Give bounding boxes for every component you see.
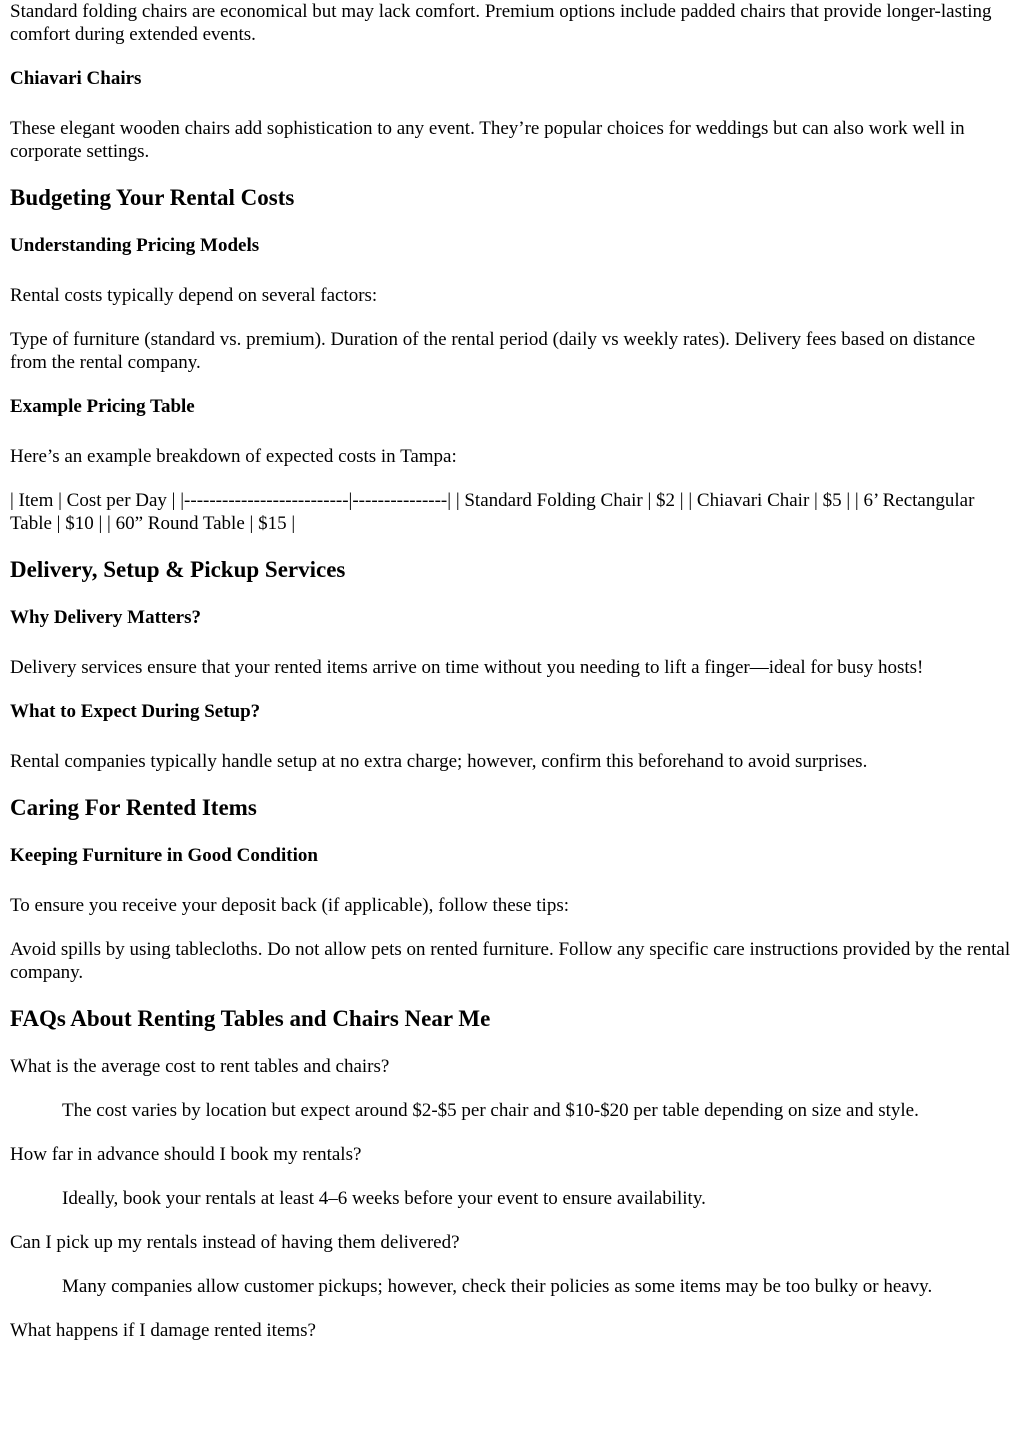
pricing-factors: Type of furniture (standard vs. premium). Duration of the rental period (daily vs weekly rates). Delivery fees based on distance from the rental company. bbox=[10, 329, 976, 373]
chiavari-paragraph: These elegant wooden chairs add sophistication to any event. They’re popular choices for weddings but can also work well in corporate settings. bbox=[10, 118, 965, 162]
condition-intro: To ensure you receive your deposit back (if applicable), follow these tips: bbox=[10, 895, 569, 916]
pricing-models-heading: Understanding Pricing Models bbox=[10, 235, 260, 256]
setup-heading: What to Expect During Setup? bbox=[10, 701, 261, 722]
intro-paragraph: Standard folding chairs are economical but may lack comfort. Premium options include padded chairs that provide longer-lasting comfort during extended events. bbox=[10, 1, 992, 45]
chiavari-heading: Chiavari Chairs bbox=[10, 68, 142, 89]
faqs-heading: FAQs About Renting Tables and Chairs Near Me bbox=[10, 1006, 491, 1031]
pricing-table-heading: Example Pricing Table bbox=[10, 396, 195, 417]
faq-answer: Many companies allow customer pickups; however, check their policies as some items may be too bulky or heavy. bbox=[62, 1276, 933, 1297]
faq-question: Can I pick up my rentals instead of having them delivered? bbox=[10, 1232, 460, 1253]
condition-heading: Keeping Furniture in Good Condition bbox=[10, 845, 318, 866]
budgeting-heading: Budgeting Your Rental Costs bbox=[10, 185, 295, 210]
why-delivery-heading: Why Delivery Matters? bbox=[10, 607, 201, 628]
faq-question: What happens if I damage rented items? bbox=[10, 1320, 316, 1341]
delivery-heading: Delivery, Setup & Pickup Services bbox=[10, 557, 346, 582]
caring-heading: Caring For Rented Items bbox=[10, 795, 257, 820]
faq-list bbox=[10, 1055, 1014, 1342]
why-delivery-paragraph: Delivery services ensure that your rented items arrive on time without you needing to lift a finger—ideal for busy hosts! bbox=[10, 657, 924, 678]
faq-question: How far in advance should I book my rentals? bbox=[10, 1144, 362, 1165]
faq-question: What is the average cost to rent tables and chairs? bbox=[10, 1056, 390, 1077]
pricing-table-raw: | Item | Cost per Day | |--------------------------|---------------| | Standard Folding Chair | $2 | | Chiavari Chair | $5 | | 6’ Rectangular Table | $10 | | 60” Round Table | $15 | bbox=[10, 490, 975, 534]
pricing-table-intro: Here’s an example breakdown of expected costs in Tampa: bbox=[10, 446, 457, 467]
condition-tips: Avoid spills by using tablecloths. Do not allow pets on rented furniture. Follow any specific care instructions provided by the rental company. bbox=[10, 939, 1011, 983]
pricing-models-intro: Rental costs typically depend on several factors: bbox=[10, 285, 378, 306]
faq-answer: Ideally, book your rentals at least 4–6 weeks before your event to ensure availability. bbox=[62, 1188, 706, 1209]
setup-paragraph: Rental companies typically handle setup at no extra charge; however, confirm this beforehand to avoid surprises. bbox=[10, 751, 868, 772]
faq-answer: The cost varies by location but expect around $2-$5 per chair and $10-$20 per table depending on size and style. bbox=[62, 1100, 919, 1121]
